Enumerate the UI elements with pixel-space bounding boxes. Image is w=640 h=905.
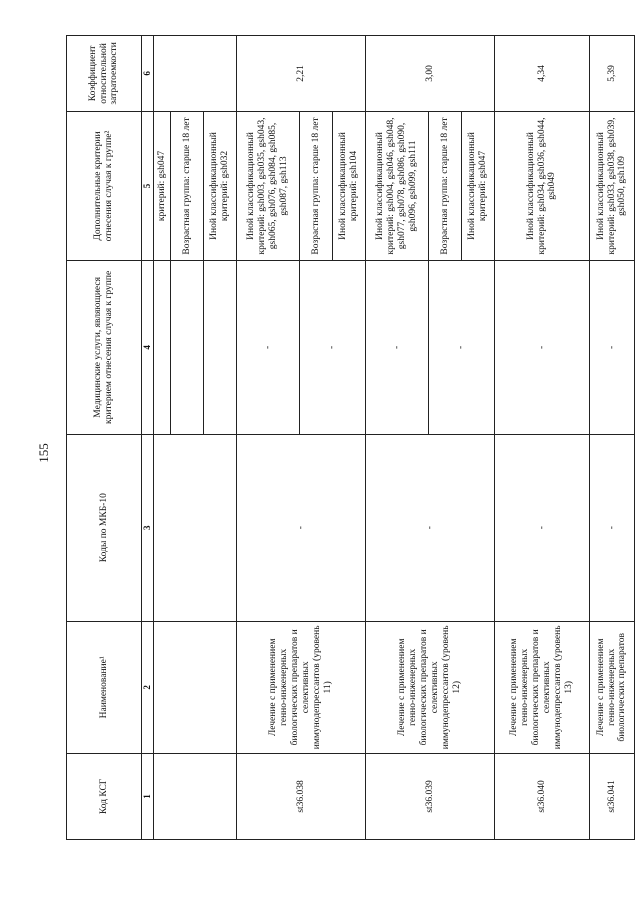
column-number: 3 bbox=[142, 434, 154, 621]
ksg-name-cell: Лечение с применением генно-инженерных биологических препаратов и селективных иммунодепрессантов (уровень 13) bbox=[495, 621, 590, 753]
rotated-table-container bbox=[66, 35, 628, 840]
header-coefficient: Коэффициент относительной затратоемкости bbox=[67, 36, 142, 112]
coefficient-cell: 4,34 bbox=[495, 36, 590, 112]
services-cell bbox=[154, 261, 171, 434]
criteria-cell: критерий: gsh047 bbox=[154, 111, 171, 260]
criteria-cell: Возрастная группа: старше 18 лет bbox=[300, 111, 333, 260]
table-row bbox=[366, 36, 429, 840]
criteria-cell: Иной классификационный критерий: gsh003, gsh035, gsh043, gsh065, gsh076, gsh084, gsh085, gsh087, gsh113 bbox=[237, 111, 300, 260]
ksg-code-cell: st36.040 bbox=[495, 753, 590, 839]
ksg-name-cell: Лечение с применением генно-инженерных биологических препаратов и селективных иммунодепрессантов (уровень 11) bbox=[237, 621, 366, 753]
column-number: 6 bbox=[142, 36, 154, 112]
services-cell: - bbox=[590, 261, 635, 434]
ksg-code-cell: st36.038 bbox=[237, 753, 366, 839]
criteria-cell: Иной классификационный критерий: gsh033, gsh038, gsh039, gsh050, gsh109 bbox=[590, 111, 635, 260]
services-cell bbox=[171, 261, 204, 434]
criteria-cell: Иной классификационный критерий: gsh047 bbox=[462, 111, 495, 260]
coefficient-cell: 3,00 bbox=[366, 36, 495, 112]
services-cell: - bbox=[429, 261, 495, 434]
criteria-cell: Иной классификационный критерий: gsh004, gsh046, gsh048, gsh077, gsh078, gsh086, gsh090, gsh096, gsh099, gsh111 bbox=[366, 111, 429, 260]
coefficient-cell bbox=[154, 36, 237, 112]
criteria-cell: Иной классификационный критерий: gsh032 bbox=[204, 111, 237, 260]
criteria-cell: Иной классификационный критерий: gsh034, gsh036, gsh044, gsh049 bbox=[495, 111, 590, 260]
services-cell: - bbox=[366, 261, 429, 434]
services-cell: - bbox=[300, 261, 366, 434]
table-row bbox=[495, 36, 590, 840]
services-cell: - bbox=[237, 261, 300, 434]
column-number-row bbox=[142, 36, 154, 840]
table-row bbox=[237, 36, 300, 840]
coefficient-cell: 2,21 bbox=[237, 36, 366, 112]
criteria-cell: Возрастная группа: старше 18 лет bbox=[171, 111, 204, 260]
ksg-table bbox=[66, 35, 635, 840]
services-cell bbox=[204, 261, 237, 434]
column-number: 2 bbox=[142, 621, 154, 753]
ksg-name-cell: Лечение с применением генно-инженерных биологических препаратов и селективных иммунодепрессантов (уровень 12) bbox=[366, 621, 495, 753]
page-number: 155 bbox=[36, 443, 51, 463]
coefficient-cell: 5,39 bbox=[590, 36, 635, 112]
mkb-cell bbox=[154, 434, 237, 621]
mkb-cell: - bbox=[237, 434, 366, 621]
header-code: Код КСГ bbox=[67, 753, 142, 839]
mkb-cell: - bbox=[366, 434, 495, 621]
ksg-code-cell: st36.039 bbox=[366, 753, 495, 839]
header-services: Медицинские услуги, являющиеся критерием отнесения случая к группе bbox=[67, 261, 142, 434]
table-row bbox=[590, 36, 635, 840]
ksg-code-cell bbox=[154, 753, 237, 839]
table-row bbox=[154, 36, 171, 840]
mkb-cell: - bbox=[590, 434, 635, 621]
header-row bbox=[67, 36, 142, 840]
ksg-code-cell: st36.041 bbox=[590, 753, 635, 839]
services-cell: - bbox=[495, 261, 590, 434]
column-number: 1 bbox=[142, 753, 154, 839]
criteria-cell: Возрастная группа: старше 18 лет bbox=[429, 111, 462, 260]
header-criteria: Дополнительные критерии отнесения случая к группе² bbox=[67, 111, 142, 260]
header-mkb: Коды по МКБ-10 bbox=[67, 434, 142, 621]
header-name: Наименование¹ bbox=[67, 621, 142, 753]
criteria-cell: Иной классификационный критерий: gsh104 bbox=[333, 111, 366, 260]
ksg-name-cell bbox=[154, 621, 237, 753]
column-number: 4 bbox=[142, 261, 154, 434]
mkb-cell: - bbox=[495, 434, 590, 621]
ksg-name-cell: Лечение с применением генно-инженерных биологических препаратов bbox=[590, 621, 635, 753]
column-number: 5 bbox=[142, 111, 154, 260]
